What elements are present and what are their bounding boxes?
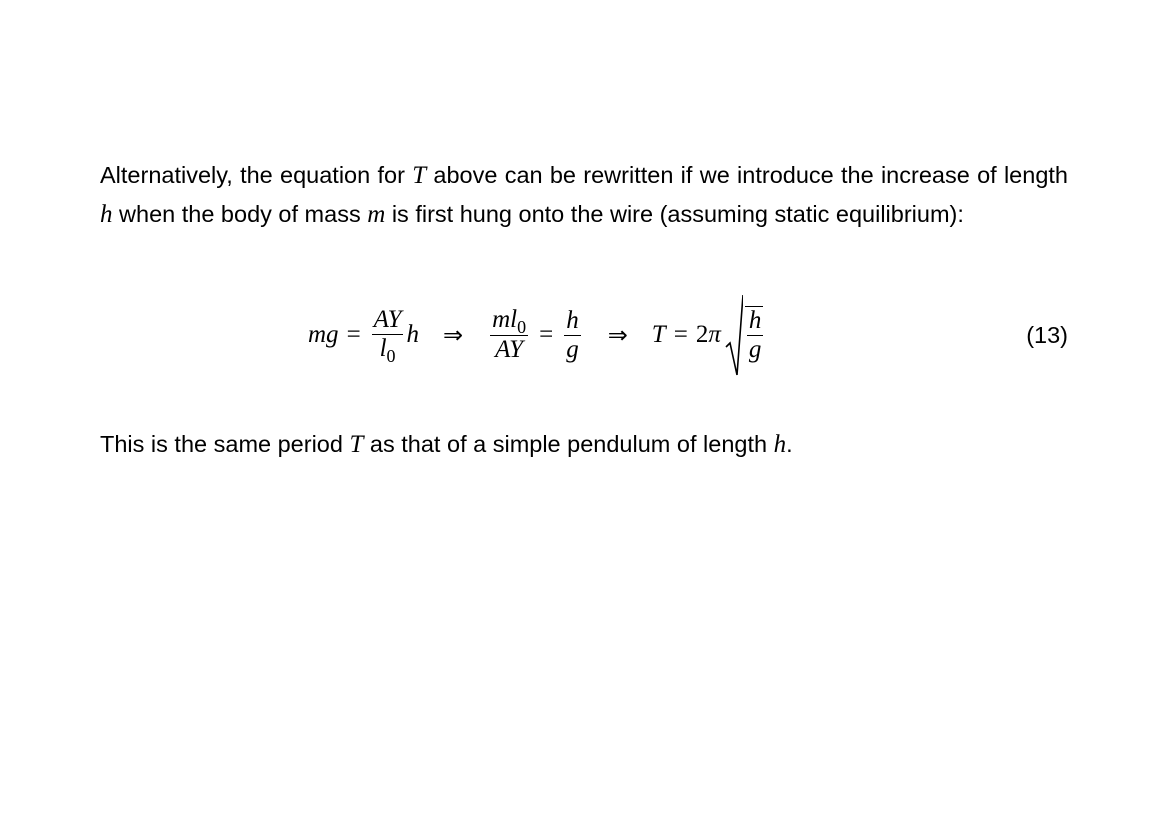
math-var-m: m bbox=[367, 201, 386, 228]
fraction-ay-over-l0 bbox=[372, 306, 404, 364]
fraction-denominator: g bbox=[566, 335, 579, 363]
eq-equals: = bbox=[673, 321, 688, 348]
radical-sign-icon bbox=[725, 293, 743, 377]
eq-h: h bbox=[406, 321, 419, 348]
text-run: above can be rewritten if we introduce the increase of length bbox=[426, 162, 1068, 188]
subscript-0: 0 bbox=[386, 346, 396, 366]
fraction-denominator: AY bbox=[495, 336, 523, 363]
text-run: Alternatively, the equation for bbox=[100, 162, 413, 188]
math-var-h: h bbox=[773, 431, 787, 458]
text-run: as that of a simple pendulum of length bbox=[363, 431, 774, 457]
fraction-numerator: AY bbox=[373, 306, 402, 333]
math-var-h: h bbox=[100, 201, 113, 228]
implies-arrow-icon: ⇒ bbox=[442, 321, 464, 349]
equation-number: (13) bbox=[1026, 321, 1068, 348]
eq-pi: π bbox=[708, 321, 721, 348]
fraction-numerator bbox=[490, 306, 528, 336]
text-run: This is the same period bbox=[100, 431, 350, 457]
fraction-numerator: h bbox=[748, 307, 762, 334]
subscript-0: 0 bbox=[517, 317, 527, 337]
text-run: is first hung onto the wire (assuming static equilibrium): bbox=[385, 201, 964, 227]
eq-mg: mg bbox=[308, 321, 339, 348]
math-var-T: T bbox=[349, 431, 364, 458]
var-l: l bbox=[379, 335, 387, 362]
eq-equals: = bbox=[539, 321, 554, 348]
fraction-ml0-over-ay bbox=[490, 306, 528, 364]
eq-two: 2 bbox=[695, 321, 709, 348]
eq-equals: = bbox=[346, 321, 361, 348]
text-run: . bbox=[786, 431, 793, 457]
square-root bbox=[725, 293, 766, 377]
paragraph-conclusion bbox=[100, 425, 1068, 464]
equation-body bbox=[308, 290, 765, 380]
text-run: when the body of mass bbox=[112, 201, 368, 227]
eq-T: T bbox=[651, 321, 666, 348]
fraction-h-over-g-radicand bbox=[745, 306, 764, 364]
equation-13 bbox=[100, 290, 1068, 380]
math-var-T: T bbox=[412, 162, 427, 189]
fraction-denominator bbox=[378, 335, 398, 364]
fraction-denominator: g bbox=[748, 336, 762, 363]
var-ml: ml bbox=[492, 306, 518, 333]
fraction-h-over-g bbox=[564, 307, 581, 364]
paragraph-intro bbox=[100, 156, 1068, 234]
fraction-numerator: h bbox=[566, 306, 579, 334]
implies-arrow-icon: ⇒ bbox=[607, 321, 628, 349]
